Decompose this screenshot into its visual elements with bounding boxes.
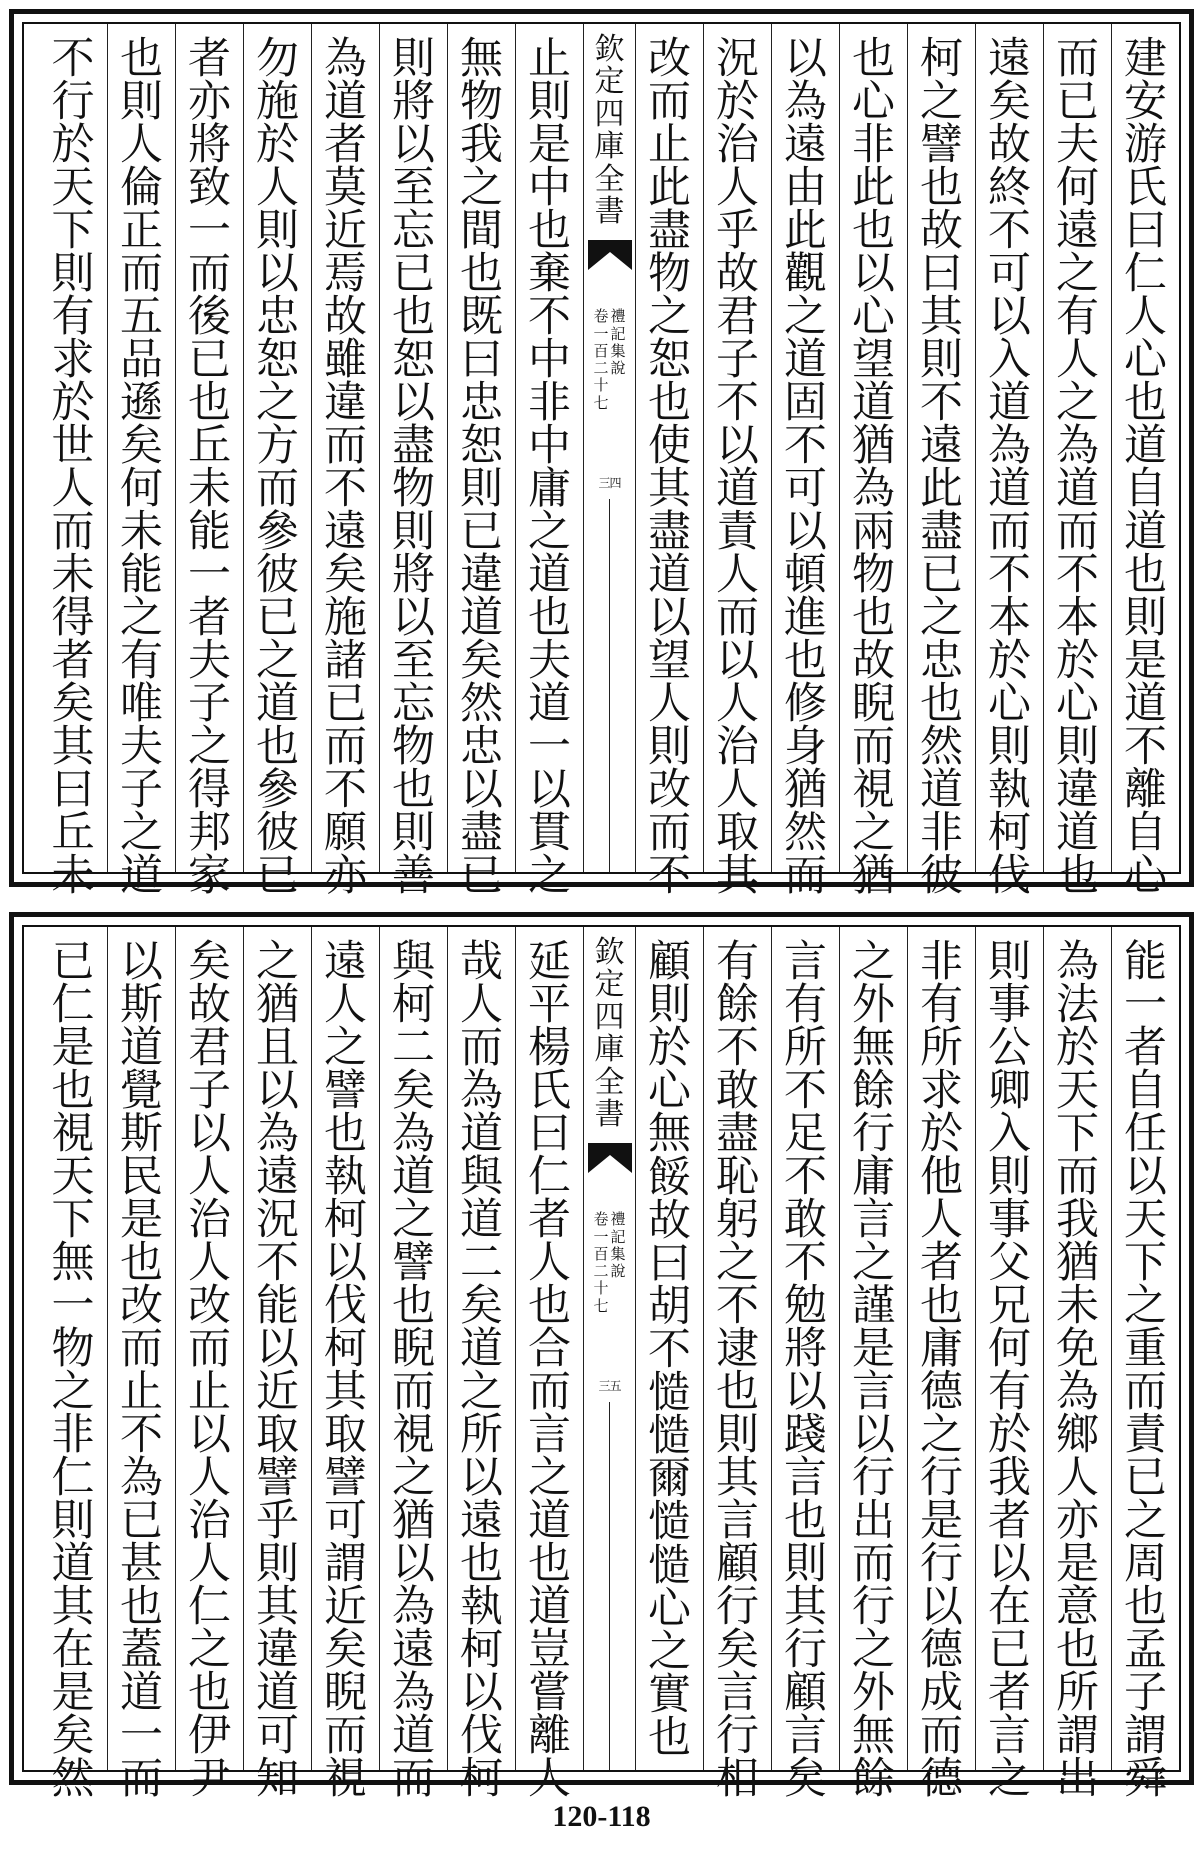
text-column: 者 亦 將 致 一 而 後 已 也 丘 未 能 一 者 夫 子 之 得 邦 家 xyxy=(175,24,243,872)
volume-label: 卷 一 百 二 十 七 xyxy=(593,307,609,412)
text-column: 為 道 者 莫 近 焉 故 雖 違 而 不 遠 矣 施 諸 已 而 不 願 亦 xyxy=(311,24,379,872)
fold-rule xyxy=(609,499,610,872)
lower-page-text-block xyxy=(22,925,1181,1804)
text-column: 以 斯 道 覺 斯 民 是 也 改 而 止 不 為 已 甚 也 蓋 道 一 而 xyxy=(107,927,175,1770)
text-column: 能 一 者 自 任 以 天 下 之 重 而 責 已 之 周 也 孟 子 謂 舜 xyxy=(1111,927,1179,1770)
volume-label: 卷 一 百 二 十 七 xyxy=(593,1210,609,1315)
text-column: 之 外 無 餘 行 庸 言 之 謹 是 言 以 行 出 而 行 之 外 無 餘 xyxy=(839,927,907,1770)
center-fold-margin xyxy=(583,927,635,1770)
center-fold-margin xyxy=(583,24,635,872)
text-column: 顧 則 於 心 無 餒 故 曰 胡 不 慥 慥 爾 慥 慥 心 之 實 也 xyxy=(635,927,703,1770)
lower-page xyxy=(9,912,1194,1804)
series-title: 欽 定 四 庫 全 書 xyxy=(594,935,625,1132)
text-column: 非 有 所 求 於 他 人 者 也 庸 德 之 行 是 行 以 德 成 而 德 xyxy=(907,927,975,1770)
fishtail-ornament-icon xyxy=(584,238,636,272)
folio-number: 三四 xyxy=(598,475,621,490)
text-column: 已 仁 是 也 視 天 下 無 一 物 之 非 仁 則 道 其 在 是 矣 然 xyxy=(51,937,95,1804)
text-column: 勿 施 於 人 則 以 忠 恕 之 方 而 參 彼 已 之 道 也 參 彼 已 xyxy=(243,24,311,872)
text-column: 柯 之 譬 也 故 曰 其 則 不 遠 此 盡 已 之 忠 也 然 道 非 彼 xyxy=(907,24,975,872)
text-column: 延 平 楊 氏 曰 仁 者 人 也 合 而 言 之 道 也 道 豈 嘗 離 人 xyxy=(515,927,583,1770)
text-column: 而 已 夫 何 遠 之 有 人 之 為 道 而 不 本 於 心 則 違 道 也 xyxy=(1043,24,1111,872)
text-column: 況 於 治 人 乎 故 君 子 不 以 道 責 人 而 以 人 治 人 取 其 xyxy=(703,24,771,872)
fold-rule xyxy=(609,1402,610,1770)
text-column: 也 則 人 倫 正 而 五 品 遜 矣 何 未 能 之 有 唯 夫 子 之 道 xyxy=(107,24,175,872)
series-title: 欽 定 四 庫 全 書 xyxy=(594,32,625,229)
text-column: 則 將 以 至 忘 已 也 恕 以 盡 物 則 將 以 至 忘 物 也 則 善 xyxy=(379,24,447,872)
text-column: 遠 矣 故 終 不 可 以 入 道 為 道 而 不 本 於 心 則 執 柯 伐 xyxy=(975,24,1043,872)
book-title: 禮 記 集 說 xyxy=(610,1210,626,1281)
text-column: 言 有 所 不 足 不 敢 不 勉 將 以 踐 言 也 則 其 行 顧 言 矣 xyxy=(771,927,839,1770)
upper-page xyxy=(9,9,1194,901)
text-column: 不 行 於 天 下 則 有 求 於 世 人 而 未 得 者 矣 其 曰 丘 未 xyxy=(51,34,95,901)
text-column: 無 物 我 之 間 也 既 曰 忠 恕 則 已 違 道 矣 然 忠 以 盡 已 xyxy=(447,24,515,872)
text-column: 與 柯 二 矣 為 道 之 譬 也 睨 而 視 之 猶 以 為 遠 為 道 而 xyxy=(379,927,447,1770)
text-column: 止 則 是 中 也 棄 不 中 非 中 庸 之 道 也 夫 道 一 以 貫 之 xyxy=(515,24,583,872)
upper-page-text-block xyxy=(22,22,1181,901)
book-title: 禮 記 集 說 xyxy=(610,307,626,378)
text-column: 遠 人 之 譬 也 執 柯 以 伐 柯 其 取 譬 可 謂 近 矣 睨 而 視 xyxy=(311,927,379,1770)
text-column: 則 事 公 卿 入 則 事 父 兄 何 有 於 我 者 以 在 已 者 言 之 xyxy=(975,927,1043,1770)
text-column: 以 為 遠 由 此 觀 之 道 固 不 可 以 頓 進 也 修 身 猶 然 而 xyxy=(771,24,839,872)
folio-number: 三五 xyxy=(598,1378,621,1393)
text-column: 為 法 於 天 下 而 我 猶 未 免 為 鄉 人 亦 是 意 也 所 謂 出 xyxy=(1043,927,1111,1770)
fishtail-ornament-icon xyxy=(584,1141,636,1175)
text-column: 有 餘 不 敢 盡 恥 躬 之 不 逮 也 則 其 言 顧 行 矣 言 行 相 xyxy=(703,927,771,1770)
text-column: 哉 人 而 為 道 與 道 二 矣 道 之 所 以 遠 也 執 柯 以 伐 柯 xyxy=(447,927,515,1770)
text-column: 矣 故 君 子 以 人 治 人 改 而 止 以 人 治 人 仁 之 也 伊 尹 xyxy=(175,927,243,1770)
text-column: 改 而 止 此 盡 物 之 恕 也 使 其 盡 道 以 望 人 則 改 而 不 xyxy=(635,24,703,872)
text-column: 也 心 非 此 也 以 心 望 道 猶 為 兩 物 也 故 睨 而 視 之 猶 xyxy=(839,24,907,872)
text-column: 之 猶 且 以 為 遠 況 不 能 以 近 取 譬 乎 則 其 違 道 可 知 xyxy=(243,927,311,1770)
text-column: 建 安 游 氏 曰 仁 人 心 也 道 自 道 也 則 是 道 不 離 自 心 xyxy=(1111,24,1179,872)
footer-page-number: 120-118 xyxy=(552,1800,651,1833)
